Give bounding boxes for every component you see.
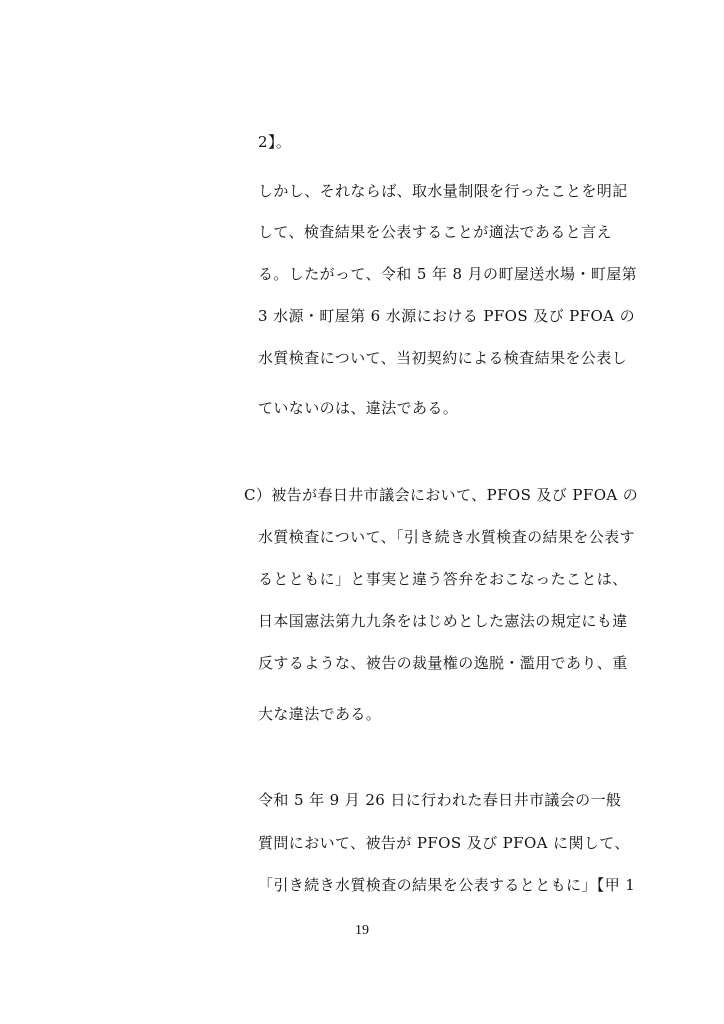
text-line: 2】。 (258, 133, 292, 151)
text-line: しかし、それならば、取水量制限を行ったことを明記 (258, 182, 628, 200)
text-line: ていないのは、違法である。 (258, 399, 459, 417)
text-line: して、検査結果を公表することが適法であると言え (258, 223, 612, 241)
text-line: 3 水源・町屋第 6 水源における PFOS 及び PFOA の (258, 307, 635, 325)
text-line: るとともに」と事実と違う答弁をおこなったことは、 (258, 570, 628, 588)
text-line: 「引き続き水質検査の結果を公表するとともに」【甲 1 (258, 876, 636, 894)
text-line: 質問において、被告が PFOS 及び PFOA に関して、 (258, 834, 630, 852)
text-line: 日本国憲法第九九条をはじめとした憲法の規定にも違 (258, 612, 628, 630)
text-line: 反するような、被告の裁量権の逸脱・濫用であり、重 (258, 654, 628, 672)
page-number: 19 (355, 923, 369, 938)
section-heading-line: C）被告が春日井市議会において、PFOS 及び PFOA の (244, 486, 639, 504)
text-line: 水質検査について、「引き続き水質検査の結果を公表す (258, 528, 635, 546)
text-line: 令和 5 年 9 月 26 日に行われた春日井市議会の一般 (258, 791, 622, 809)
text-line: る。したがって、令和 5 年 8 月の町屋送水場・町屋第 (258, 265, 638, 283)
text-line: 大な違法である。 (258, 705, 382, 723)
text-line: 水質検査について、当初契約による検査結果を公表し (258, 349, 628, 367)
